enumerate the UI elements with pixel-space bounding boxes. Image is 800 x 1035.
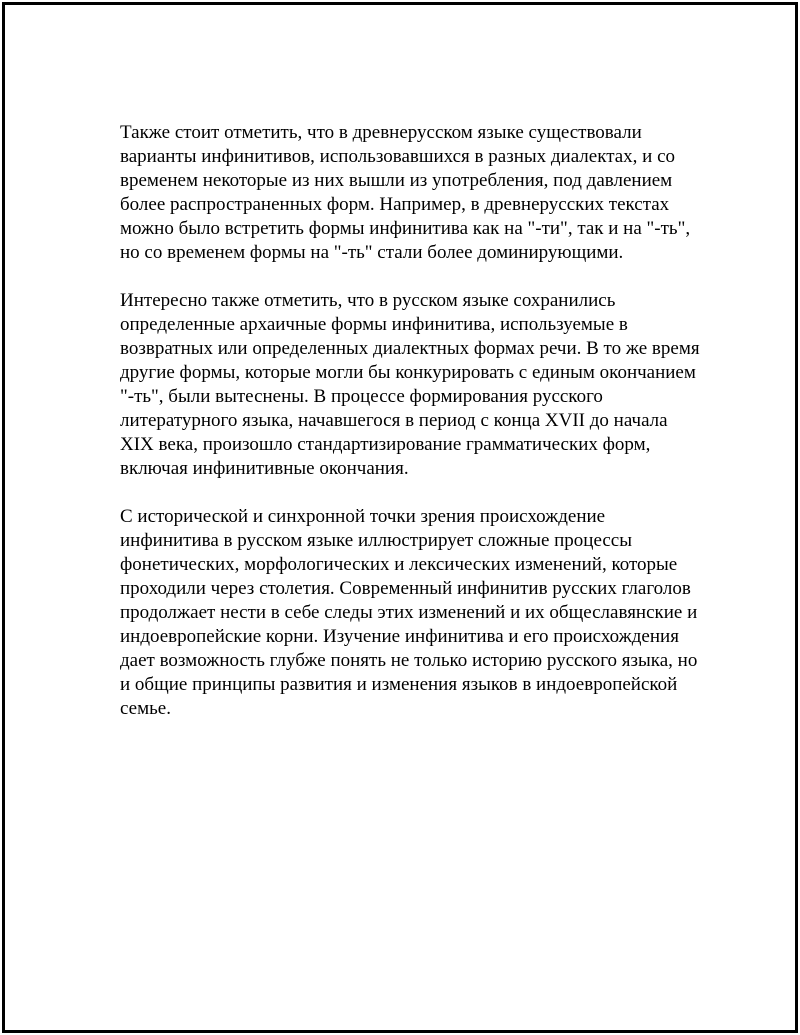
text-line: более распространенных форм. Например, в древнерусских текстах xyxy=(120,194,670,215)
document-body xyxy=(120,121,720,745)
text-line: временем некоторые из них вышли из употребления, под давлением xyxy=(120,170,673,191)
page-border xyxy=(2,2,798,1033)
text-line: дает возможность глубже понять не только историю русского языка, но xyxy=(120,650,698,671)
text-line: но со временем формы на "-ть" стали более доминирующими. xyxy=(120,242,624,263)
text-line: включая инфинитивные окончания. xyxy=(120,458,409,479)
text-line: варианты инфинитивов, использовавшихся в разных диалектах, и со xyxy=(120,146,676,167)
text-line: другие формы, которые могли бы конкурировать с единым окончанием xyxy=(120,362,696,383)
paragraph-2 xyxy=(120,289,720,481)
text-line: инфинитива в русском языке иллюстрирует сложные процессы xyxy=(120,530,632,551)
text-line: возвратных или определенных диалектных формах речи. В то же время xyxy=(120,338,700,359)
text-line: продолжает нести в себе следы этих изменений и их общеславянские и xyxy=(120,602,698,623)
text-line: Интересно также отметить, что в русском языке сохранились xyxy=(120,290,616,311)
text-line: "-ть", были вытеснены. В процессе формирования русского xyxy=(120,386,603,407)
paragraph-1 xyxy=(120,121,720,265)
text-line: и общие принципы развития и изменения языков в индоевропейской xyxy=(120,674,678,695)
text-line: XIX века, произошло стандартизирование грамматических форм, xyxy=(120,434,651,455)
text-line: индоевропейские корни. Изучение инфинитива и его происхождения xyxy=(120,626,679,647)
text-line: Также стоит отметить, что в древнерусском языке существовали xyxy=(120,122,642,143)
text-line: С исторической и синхронной точки зрения происхождение xyxy=(120,506,606,527)
text-line: можно было встретить формы инфинитива как на "-ти", так и на "-ть", xyxy=(120,218,691,239)
text-line: семье. xyxy=(120,698,171,719)
text-line: проходили через столетия. Современный инфинитив русских глаголов xyxy=(120,578,691,599)
paragraph-3 xyxy=(120,505,720,721)
text-line: литературного языка, начавшегося в период с конца XVII до начала xyxy=(120,410,668,431)
text-line: определенные архаичные формы инфинитива, используемые в xyxy=(120,314,628,335)
text-line: фонетических, морфологических и лексических изменений, которые xyxy=(120,554,678,575)
